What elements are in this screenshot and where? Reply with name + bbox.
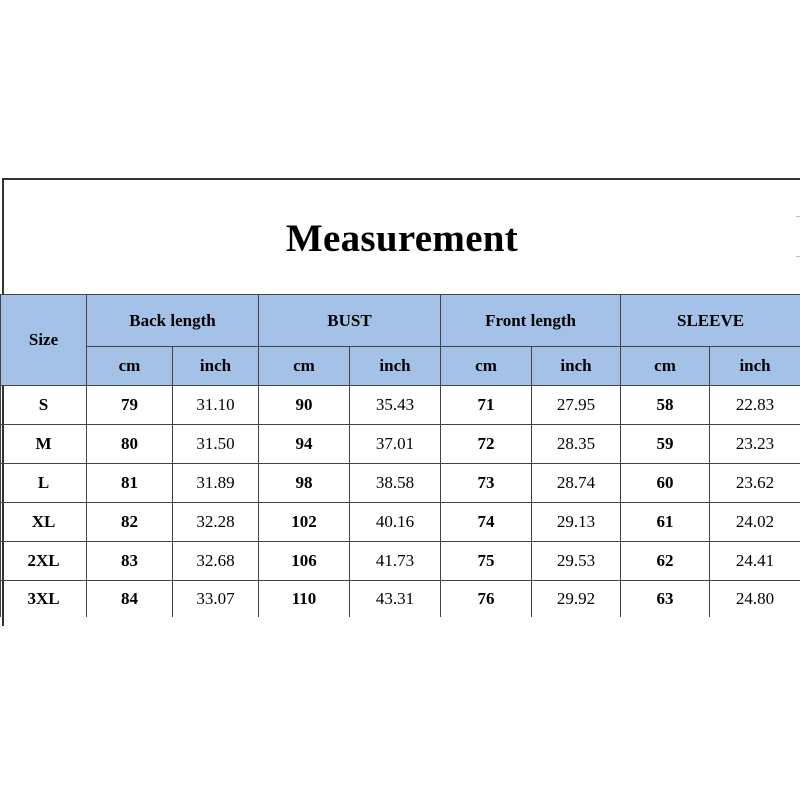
cm-value-cell: 62 xyxy=(621,542,710,581)
inch-value-cell: 23.62 xyxy=(710,464,800,503)
cm-value-cell: 84 xyxy=(87,581,173,618)
table-row xyxy=(1,386,800,425)
inch-value-cell: 24.41 xyxy=(710,542,800,581)
table-row xyxy=(1,542,800,581)
table-row xyxy=(1,425,800,464)
size-cell: 3XL xyxy=(1,581,87,618)
cm-value-cell: 58 xyxy=(621,386,710,425)
inch-value-cell: 43.31 xyxy=(350,581,441,618)
size-cell: XL xyxy=(1,503,87,542)
unit-header-inch: inch xyxy=(532,347,621,386)
cm-value-cell: 79 xyxy=(87,386,173,425)
unit-header-inch: inch xyxy=(710,347,800,386)
cm-value-cell: 102 xyxy=(259,503,350,542)
inch-value-cell: 29.53 xyxy=(532,542,621,581)
unit-header-cm: cm xyxy=(621,347,710,386)
inch-value-cell: 37.01 xyxy=(350,425,441,464)
inch-value-cell: 35.43 xyxy=(350,386,441,425)
cm-value-cell: 61 xyxy=(621,503,710,542)
table-wrapper xyxy=(2,178,800,626)
header-row-groups xyxy=(1,295,800,347)
inch-value-cell: 22.83 xyxy=(710,386,800,425)
header-row-units xyxy=(1,347,800,386)
cm-value-cell: 74 xyxy=(441,503,532,542)
cm-value-cell: 75 xyxy=(441,542,532,581)
group-header-sleeve: SLEEVE xyxy=(621,295,800,347)
inch-value-cell: 32.28 xyxy=(173,503,259,542)
group-header-front-length: Front length xyxy=(441,295,621,347)
cm-value-cell: 73 xyxy=(441,464,532,503)
cm-value-cell: 98 xyxy=(259,464,350,503)
cm-value-cell: 110 xyxy=(259,581,350,618)
inch-value-cell: 23.23 xyxy=(710,425,800,464)
cm-value-cell: 76 xyxy=(441,581,532,618)
inch-value-cell: 29.13 xyxy=(532,503,621,542)
size-cell: 2XL xyxy=(1,542,87,581)
inch-value-cell: 40.16 xyxy=(350,503,441,542)
inch-value-cell: 27.95 xyxy=(532,386,621,425)
inch-value-cell: 29.92 xyxy=(532,581,621,618)
table-row xyxy=(1,581,800,618)
cm-value-cell: 83 xyxy=(87,542,173,581)
inch-value-cell: 28.35 xyxy=(532,425,621,464)
table-row xyxy=(1,503,800,542)
cm-value-cell: 80 xyxy=(87,425,173,464)
inch-value-cell: 38.58 xyxy=(350,464,441,503)
inch-value-cell: 41.73 xyxy=(350,542,441,581)
cm-value-cell: 81 xyxy=(87,464,173,503)
cm-value-cell: 59 xyxy=(621,425,710,464)
cm-value-cell: 82 xyxy=(87,503,173,542)
inch-value-cell: 31.10 xyxy=(173,386,259,425)
unit-header-inch: inch xyxy=(173,347,259,386)
cm-value-cell: 90 xyxy=(259,386,350,425)
sheet-title: Measurement xyxy=(285,217,519,260)
group-header-bust: BUST xyxy=(259,295,441,347)
inch-value-cell: 24.02 xyxy=(710,503,800,542)
inch-value-cell: 33.07 xyxy=(173,581,259,618)
size-cell: L xyxy=(1,464,87,503)
inch-value-cell: 24.80 xyxy=(710,581,800,618)
inch-value-cell: 31.89 xyxy=(173,464,259,503)
unit-header-inch: inch xyxy=(350,347,441,386)
table-row xyxy=(1,464,800,503)
cm-value-cell: 106 xyxy=(259,542,350,581)
size-header: Size xyxy=(1,295,87,386)
cm-value-cell: 71 xyxy=(441,386,532,425)
size-chart-table xyxy=(0,294,800,617)
cm-value-cell: 63 xyxy=(621,581,710,618)
inch-value-cell: 32.68 xyxy=(173,542,259,581)
table-body xyxy=(1,386,800,618)
unit-header-cm: cm xyxy=(259,347,350,386)
inch-value-cell: 28.74 xyxy=(532,464,621,503)
group-header-back-length: Back length xyxy=(87,295,259,347)
unit-header-cm: cm xyxy=(441,347,532,386)
cm-value-cell: 72 xyxy=(441,425,532,464)
inch-value-cell: 31.50 xyxy=(173,425,259,464)
size-cell: S xyxy=(1,386,87,425)
unit-header-cm: cm xyxy=(87,347,173,386)
size-cell: M xyxy=(1,425,87,464)
cm-value-cell: 94 xyxy=(259,425,350,464)
cm-value-cell: 60 xyxy=(621,464,710,503)
